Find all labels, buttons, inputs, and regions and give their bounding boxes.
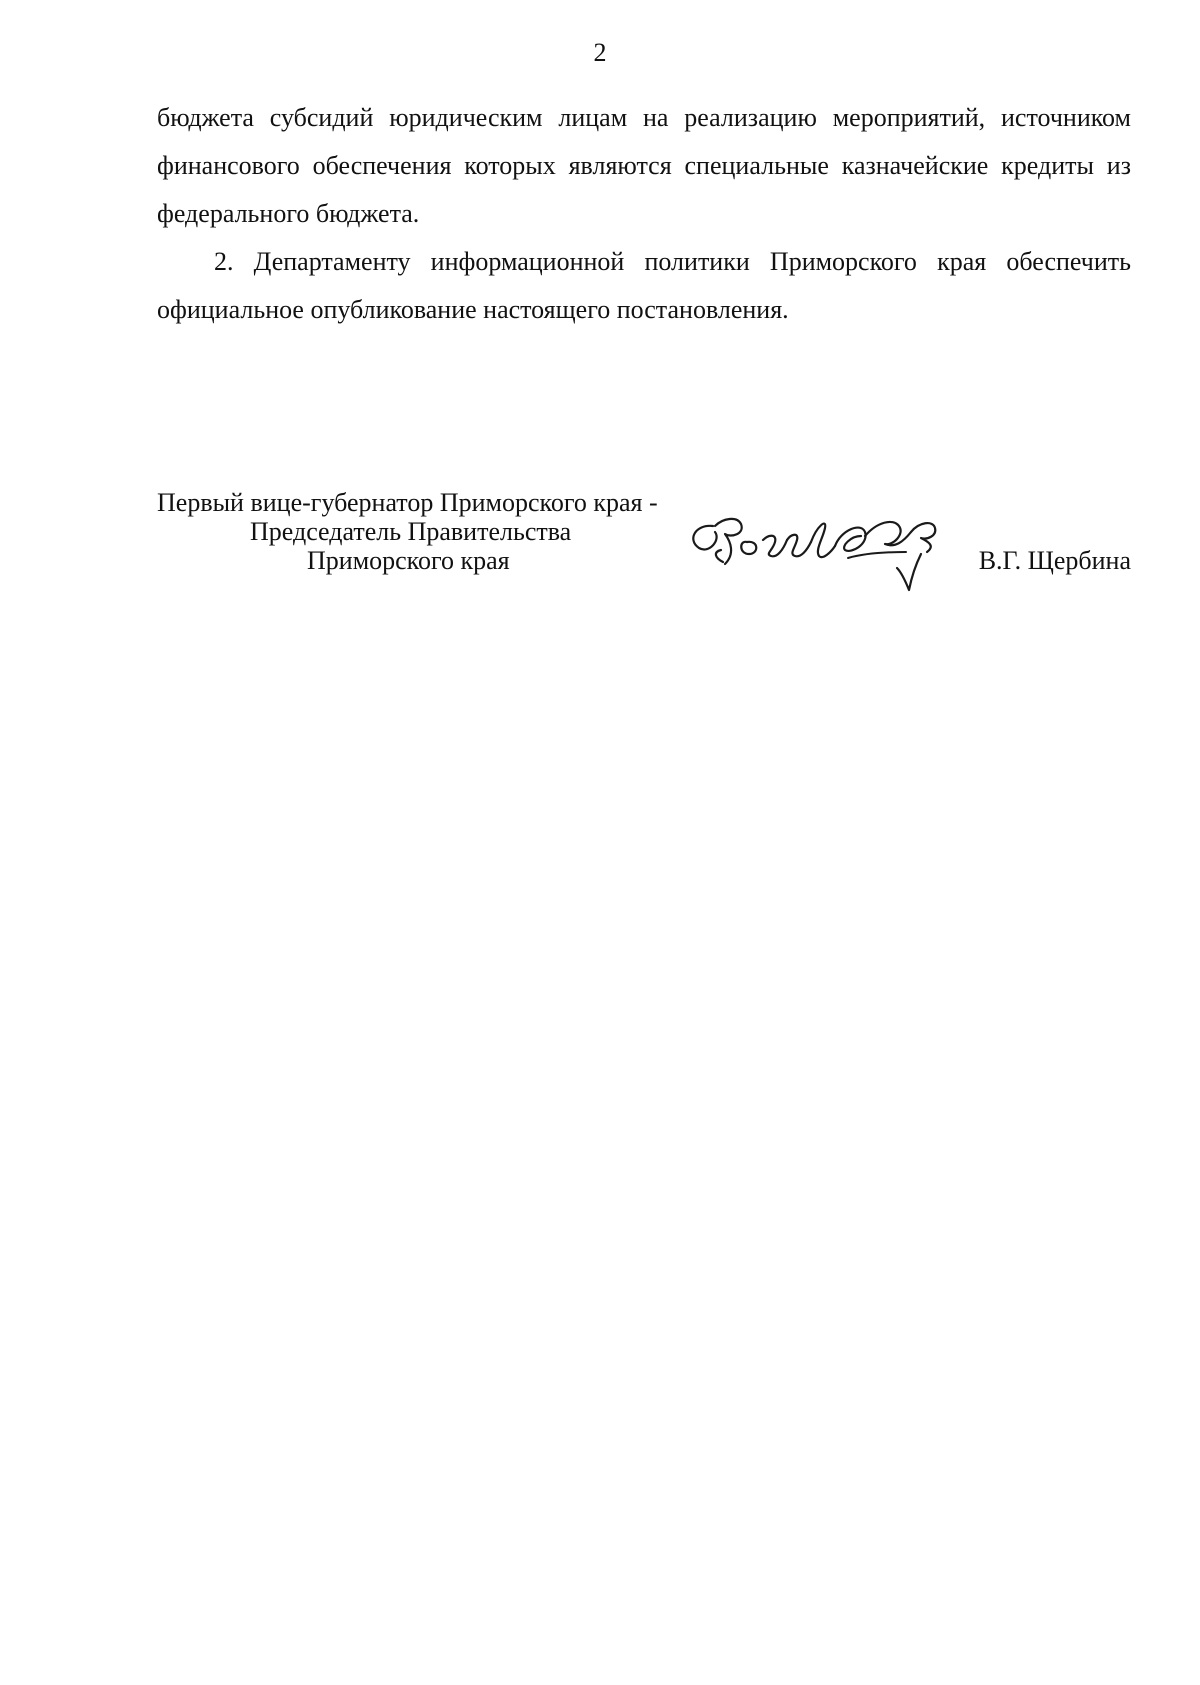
signature-block bbox=[157, 488, 1131, 598]
document-body bbox=[157, 94, 1131, 334]
signatory-title-line: Приморского края bbox=[307, 546, 510, 575]
body-paragraph: 2. Департаменту информационной политики Приморского края обеспечить официальное опубликование настоящего постановления. bbox=[157, 247, 1131, 324]
signatory-name: В.Г. Щербина bbox=[978, 546, 1131, 575]
signatory-title-line: Первый вице-губернатор Приморского края - bbox=[157, 488, 658, 517]
signature-dash bbox=[842, 544, 912, 564]
body-paragraph: бюджета субсидий юридическим лицам на реализацию мероприятий, источником финансового обеспечения которых являются специальные казначейские кредиты из федерального бюджета. bbox=[157, 103, 1131, 228]
signatory-title bbox=[157, 488, 717, 575]
page-number: 2 bbox=[593, 38, 607, 67]
signatory-title-line: Председатель Правительства bbox=[250, 517, 572, 546]
handwritten-signature bbox=[665, 496, 965, 601]
